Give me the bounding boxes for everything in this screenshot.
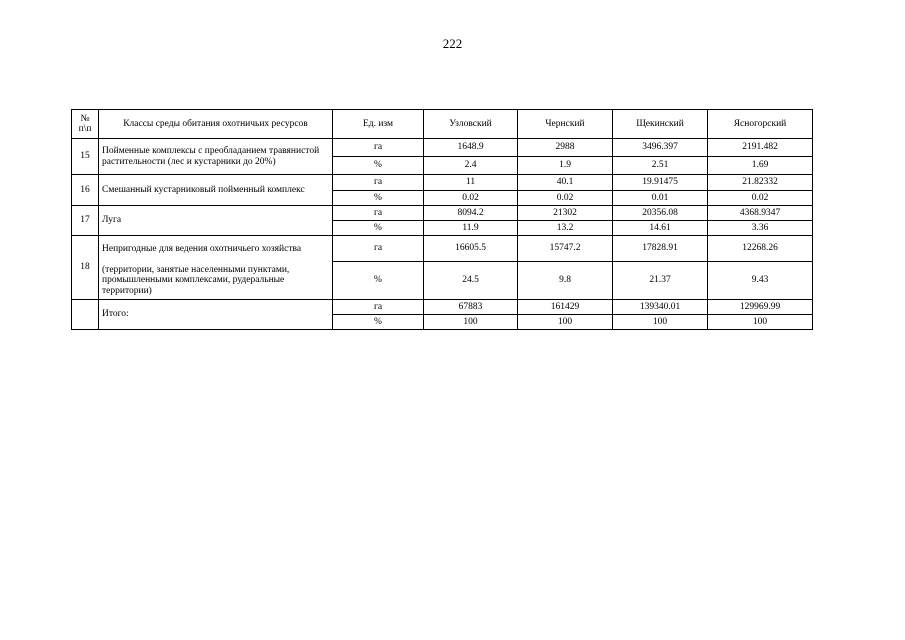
value-cell: 100 <box>613 315 708 330</box>
header-district: Узловский <box>424 110 518 139</box>
table-row <box>72 175 813 191</box>
value-cell: 0.02 <box>518 191 613 206</box>
unit-cell: % <box>333 191 424 206</box>
habitat-class-note: (территории, занятые населенными пунктами, промышленными комплексами, рудеральные территории) <box>99 262 333 300</box>
value-cell: 1.69 <box>708 157 813 175</box>
value-cell: 100 <box>708 315 813 330</box>
habitat-class-name: Пойменные комплексы с преобладанием травянистой растительности (лес и кустарники до 20%) <box>99 139 333 175</box>
value-cell: 2.4 <box>424 157 518 175</box>
table-row <box>72 206 813 221</box>
row-number: 16 <box>72 175 99 206</box>
header-district: Чернский <box>518 110 613 139</box>
value-cell: 24.5 <box>424 262 518 300</box>
value-cell: 21.37 <box>613 262 708 300</box>
row-number: 15 <box>72 139 99 175</box>
unit-cell: % <box>333 221 424 236</box>
value-cell: 11.9 <box>424 221 518 236</box>
value-cell: 100 <box>518 315 613 330</box>
value-cell: 11 <box>424 175 518 191</box>
unit-cell: га <box>333 175 424 191</box>
unit-cell: % <box>333 262 424 300</box>
table-row <box>72 262 813 300</box>
value-cell: 15747.2 <box>518 236 613 262</box>
row-number: 18 <box>72 236 99 300</box>
habitat-class-name: Непригодные для ведения охотничьего хозяйства <box>99 236 333 262</box>
table-row <box>72 139 813 157</box>
value-cell: 16605.5 <box>424 236 518 262</box>
value-cell: 139340.01 <box>613 300 708 315</box>
table-row <box>72 236 813 262</box>
value-cell: 100 <box>424 315 518 330</box>
value-cell: 0.01 <box>613 191 708 206</box>
value-cell: 67883 <box>424 300 518 315</box>
value-cell: 40.1 <box>518 175 613 191</box>
value-cell: 19.91475 <box>613 175 708 191</box>
value-cell: 21302 <box>518 206 613 221</box>
value-cell: 0.02 <box>708 191 813 206</box>
header-habitat-class: Классы среды обитания охотничьих ресурсов <box>99 110 333 139</box>
header-unit: Ед. изм <box>333 110 424 139</box>
header-row <box>72 110 813 139</box>
value-cell: 2191.482 <box>708 139 813 157</box>
value-cell: 13.2 <box>518 221 613 236</box>
value-cell: 0.02 <box>424 191 518 206</box>
value-cell: 9.8 <box>518 262 613 300</box>
value-cell: 12268.26 <box>708 236 813 262</box>
page-number: 222 <box>442 36 463 51</box>
row-number: 17 <box>72 206 99 236</box>
header-district: Щекинский <box>613 110 708 139</box>
habitat-class-name: Луга <box>99 206 333 236</box>
value-cell: 161429 <box>518 300 613 315</box>
header-no: № п\п <box>72 110 99 139</box>
row-number-empty <box>72 300 99 330</box>
habitat-class-name: Смешанный кустарниковый пойменный комплекс <box>99 175 333 206</box>
unit-cell: га <box>333 300 424 315</box>
value-cell: 1648.9 <box>424 139 518 157</box>
value-cell: 14.61 <box>613 221 708 236</box>
habitat-classes-table <box>71 109 813 330</box>
total-row <box>72 300 813 315</box>
unit-cell: % <box>333 157 424 175</box>
value-cell: 4368.9347 <box>708 206 813 221</box>
unit-cell: % <box>333 315 424 330</box>
value-cell: 21.82332 <box>708 175 813 191</box>
header-district: Ясногорский <box>708 110 813 139</box>
value-cell: 2.51 <box>613 157 708 175</box>
value-cell: 20356.08 <box>613 206 708 221</box>
unit-cell: га <box>333 236 424 262</box>
unit-cell: га <box>333 206 424 221</box>
value-cell: 1.9 <box>518 157 613 175</box>
value-cell: 3.36 <box>708 221 813 236</box>
value-cell: 2988 <box>518 139 613 157</box>
total-label: Итого: <box>99 300 333 330</box>
value-cell: 129969.99 <box>708 300 813 315</box>
unit-cell: га <box>333 139 424 157</box>
value-cell: 17828.91 <box>613 236 708 262</box>
value-cell: 8094.2 <box>424 206 518 221</box>
value-cell: 3496.397 <box>613 139 708 157</box>
value-cell: 9.43 <box>708 262 813 300</box>
